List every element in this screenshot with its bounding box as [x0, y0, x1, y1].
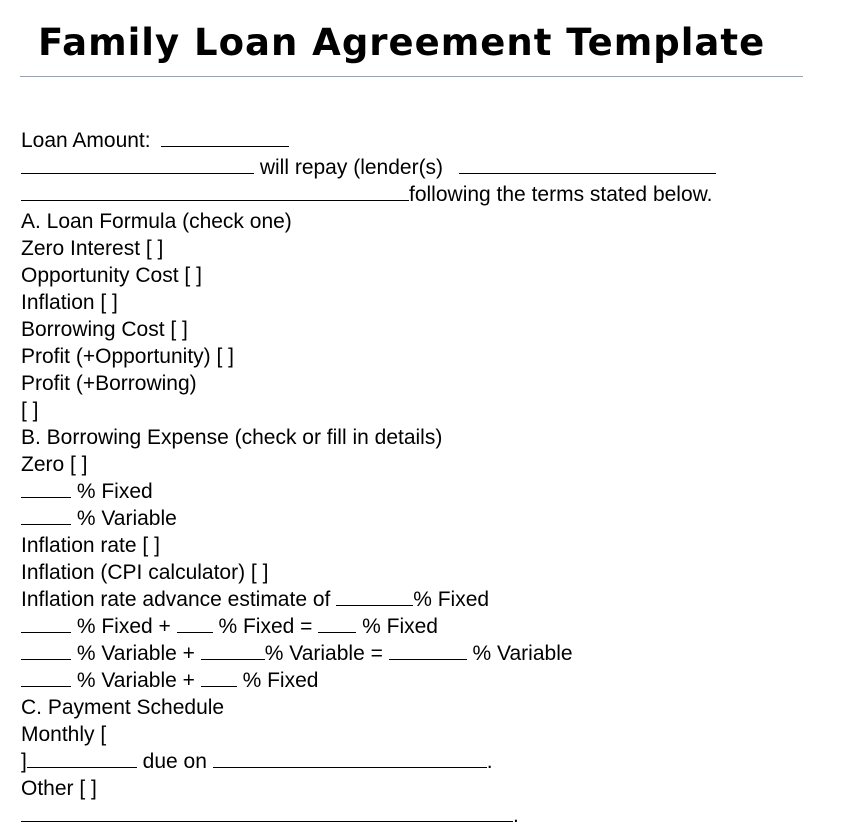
fixed-sum-blank-3[interactable]: [318, 613, 356, 633]
loan-amount-label: Loan Amount:: [21, 129, 151, 152]
fixed-rate-line: [21, 478, 716, 505]
option-zero-interest[interactable]: Zero Interest [ ]: [21, 237, 164, 260]
var-end-label: % Variable: [466, 642, 573, 665]
borrower-blank[interactable]: [21, 154, 254, 174]
due-period: .: [486, 750, 493, 773]
fixed-rate-label: % Fixed: [71, 480, 153, 503]
lender-blank[interactable]: [459, 154, 716, 174]
variable-sum-blank-2[interactable]: [201, 640, 265, 660]
option-other[interactable]: Other [ ]: [21, 777, 97, 800]
monthly-due-line: [21, 748, 716, 775]
fixed-sum-line: [21, 613, 716, 640]
variable-rate-label: % Variable: [71, 507, 177, 530]
option-profit-borrowing: Profit (+Borrowing): [21, 372, 197, 395]
variable-sum-blank-1[interactable]: [21, 640, 71, 660]
title-divider: [20, 76, 803, 77]
var-eq-label: % Variable =: [264, 642, 389, 665]
advance-estimate-line: [21, 586, 716, 613]
variable-sum-line: [21, 640, 716, 667]
mixed-sum-blank-1[interactable]: [21, 667, 71, 687]
option-inflation-rate[interactable]: Inflation rate [ ]: [21, 534, 160, 557]
due-on-label: due on: [136, 750, 213, 773]
variable-sum-blank-3[interactable]: [389, 640, 467, 660]
fixed-rate-blank[interactable]: [21, 478, 71, 498]
terms-line: [21, 181, 716, 208]
fixed-end-label: % Fixed: [356, 615, 438, 638]
terms-text: following the terms stated below.: [409, 183, 713, 206]
repay-text: will repay (lender(s): [254, 156, 449, 179]
fixed-eq-label: % Fixed =: [212, 615, 319, 638]
option-profit-opportunity[interactable]: Profit (+Opportunity) [ ]: [21, 345, 234, 368]
advance-estimate-blank[interactable]: [336, 586, 413, 606]
section-c-heading: C. Payment Schedule: [21, 696, 225, 719]
other-details-line: [21, 802, 716, 829]
variable-rate-blank[interactable]: [21, 505, 71, 525]
other-details-blank[interactable]: [21, 802, 513, 822]
loan-amount-blank[interactable]: [161, 127, 289, 147]
loan-amount-line: [21, 127, 716, 154]
option-inflation-cpi[interactable]: Inflation (CPI calculator) [ ]: [21, 561, 269, 584]
page-title: Family Loan Agreement Template: [38, 21, 766, 64]
advance-estimate-suffix: % Fixed: [413, 588, 490, 611]
mixed-sum-line: [21, 667, 716, 694]
option-borrowing-cost[interactable]: Borrowing Cost [ ]: [21, 318, 188, 341]
option-zero[interactable]: Zero [ ]: [21, 453, 88, 476]
option-profit-borrowing-checkbox[interactable]: [ ]: [21, 399, 39, 422]
fixed-plus-label: % Fixed +: [71, 615, 177, 638]
option-inflation[interactable]: Inflation [ ]: [21, 291, 118, 314]
variable-rate-line: [21, 505, 716, 532]
lender-blank-continued[interactable]: [21, 181, 409, 201]
repay-line: [21, 154, 716, 181]
other-period: .: [513, 804, 519, 827]
fixed-sum-blank-2[interactable]: [177, 613, 213, 633]
bracket-close: ]: [21, 750, 27, 773]
due-date-blank[interactable]: [213, 748, 487, 768]
option-monthly[interactable]: Monthly [: [21, 723, 107, 746]
advance-estimate-label: Inflation rate advance estimate of: [21, 588, 337, 611]
fixed-end2-label: % Fixed: [236, 669, 319, 692]
section-b-heading: B. Borrowing Expense (check or fill in details): [21, 426, 443, 449]
monthly-amount-blank[interactable]: [27, 748, 137, 768]
section-a-heading: A. Loan Formula (check one): [21, 210, 292, 233]
var-plus-label: % Variable +: [71, 642, 201, 665]
agreement-body: [21, 127, 716, 829]
fixed-sum-blank-1[interactable]: [21, 613, 71, 633]
var-plus2-label: % Variable +: [71, 669, 201, 692]
option-opportunity-cost[interactable]: Opportunity Cost [ ]: [21, 264, 202, 287]
mixed-sum-blank-2[interactable]: [201, 667, 237, 687]
